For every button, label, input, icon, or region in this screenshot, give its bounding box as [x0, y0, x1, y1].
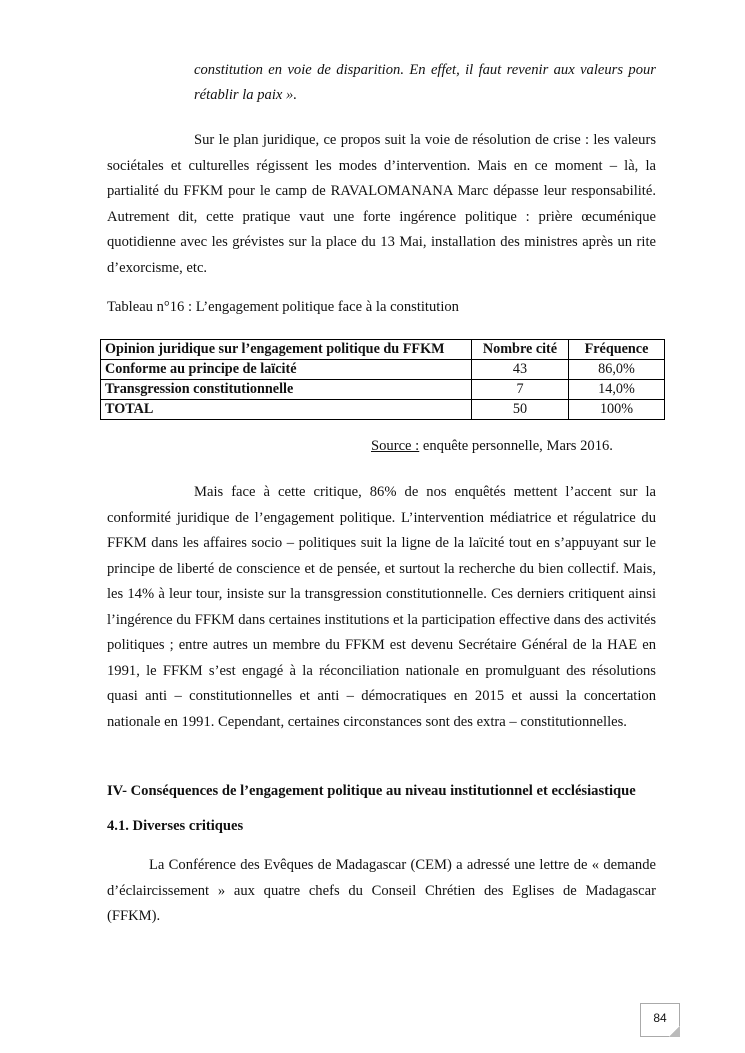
- page-number: 84: [653, 1011, 667, 1025]
- table-source: [371, 438, 613, 455]
- table-caption: Tableau n°16 : L’engagement politique face à la constitution: [107, 299, 459, 315]
- source-label: Source :: [371, 438, 420, 454]
- row-count: 43: [472, 360, 569, 380]
- table-row: [101, 360, 665, 380]
- row-count: 7: [472, 380, 569, 400]
- row-count: 50: [472, 400, 569, 420]
- paragraph-text: Mais face à cette critique, 86% de nos enquêtés mettent l’accent sur la conformité juridique de l’engagement politique. L’intervention médiatrice et régulatrice du FFKM dans les affaires socio – politiques suit la ligne de la laïcité tout en s’appuyant sur le principe de liberté de conscience et de pensée, et surtout la recherche du bien collectif. Mais, les 14% à leur tour, insiste sur la transgression constitutionnelle. Ces derniers critiquent ainsi l’ingérence du FFKM dans certaines institutions et la participation effective dans des activités politiques ; entre autres un membre du FFKM est devenu Secrétaire Général de la HAE en 1991, le FFKM s’est engagé à la réconciliation nationale en promulguant des résolutions quasi anti – constitutionnelles et anti – démocratiques en 2015 et aussi la concertation nationale en 1991. Cependant, certaines circonstances sont des extra – constitutionnelles.: [107, 484, 656, 730]
- row-frequency: 86,0%: [569, 360, 665, 380]
- table-row: [101, 380, 665, 400]
- row-frequency: 100%: [569, 400, 665, 420]
- page-number-box: [640, 1003, 680, 1037]
- table-header-row: [101, 340, 665, 360]
- block-quote: [194, 58, 656, 108]
- table-row-total: [101, 400, 665, 420]
- header-count: Nombre cité: [472, 340, 569, 360]
- row-label: TOTAL: [101, 400, 472, 420]
- quote-text: constitution en voie de disparition. En effet, il faut revenir aux valeurs pour rétablir la paix ».: [194, 62, 656, 103]
- paragraph-text: Sur le plan juridique, ce propos suit la voie de résolution de crise : les valeurs sociétales et culturelles régissent les modes d’intervention. Mais en ce moment – là, la partialité du FFKM pour le camp de RAVALOMANANA Marc dépasse leur responsabilité. Autrement dit, cette pratique vaut une forte ingérence politique : prière œcuménique quotidienne avec les grévistes sur la place du 13 Mai, installation des ministres après un rite d’exorcisme, etc.: [107, 132, 656, 276]
- header-frequency: Fréquence: [569, 340, 665, 360]
- row-label: Conforme au principe de laïcité: [101, 360, 472, 380]
- row-label: Transgression constitutionnelle: [101, 380, 472, 400]
- engagement-table: [100, 339, 665, 420]
- paragraph-analysis: [107, 480, 656, 735]
- header-opinion: Opinion juridique sur l’engagement politique du FFKM: [101, 340, 472, 360]
- paragraph-legal-plan: [107, 128, 656, 281]
- subsection-heading: 4.1. Diverses critiques: [107, 818, 244, 834]
- paragraph-text: La Conférence des Evêques de Madagascar (CEM) a adressé une lettre de « demande d’éclaircissement » aux quatre chefs du Conseil Chrétien des Eglises de Madagascar (FFKM).: [107, 857, 656, 924]
- page-fold-corner: [669, 1026, 680, 1037]
- row-frequency: 14,0%: [569, 380, 665, 400]
- source-text: enquête personnelle, Mars 2016.: [419, 438, 613, 454]
- section-heading: IV- Conséquences de l’engagement politique au niveau institutionnel et ecclésiastique: [107, 783, 636, 799]
- paragraph-cem: [107, 853, 656, 930]
